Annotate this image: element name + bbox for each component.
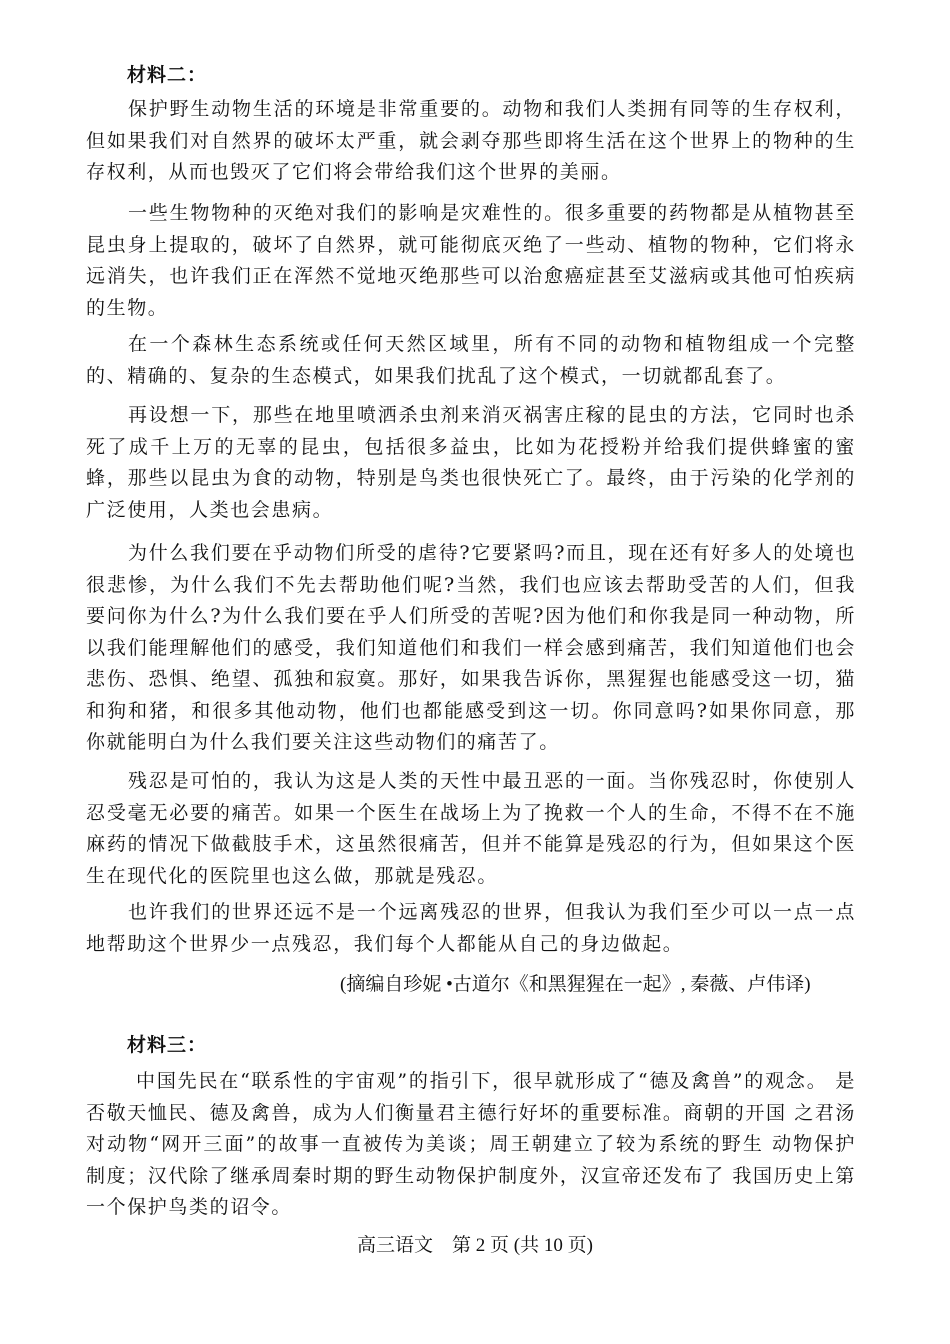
material2-paragraph-1: 保护野生动物生活的环境是非常重要的。动物和我们人类拥有同等的生存权利，但如果我们对自然界的破坏太严重，就会剥夺那些即将生活在这个世界上的物种的生存权利，从而也毁灭了它们将会带给我们这个世界的美丽。 (86, 98, 856, 183)
material2-paragraph-2: 一些生物物种的灭绝对我们的影响是灾难性的。很多重要的药物都是从植物甚至昆虫身上提取的，破坏了自然界，就可能彻底灭绝了一些动、植物的物种，它们将永远消失，也许我们正在浑然不觉地灭绝那些可以治愈癌症甚至艾滋病或其他可怕疾病的生物。 (86, 202, 856, 319)
material2-heading: 材料二： (127, 64, 208, 86)
material2-paragraph-4: 再设想一下，那些在地里喷洒杀虫剂来消灭祸害庄稼的昆虫的方法，它同时也杀死了成千上万的无辜的昆虫，包括很多益虫，比如为花授粉并给我们提供蜂蜜的蜜蜂，那些以昆虫为食的动物，特别是鸟类也很快死亡了。最终，由于污染的化学剂的广泛使用，人类也会患病。 (86, 404, 856, 521)
material3-heading: 材料三： (127, 1034, 208, 1056)
material2-paragraph-3: 在一个森林生态系统或任何天然区域里，所有不同的动物和植物组成一个完整的、精确的、复杂的生态模式，如果我们扰乱了这个模式，一切就都乱套了。 (86, 333, 856, 387)
material2-source-citation: (摘编自珍妮 •古道尔《和黑猩猩在一起》, 秦薇、卢伟译) (340, 974, 811, 995)
page-footer: 高三语文 第 2 页 (共 10 页) (357, 1235, 593, 1256)
material2-paragraph-5: 为什么我们要在乎动物们所受的虐待?它要紧吗?而且，现在还有好多人的处境也很悲惨，为什么我们不先去帮助他们呢?当然，我们也应该去帮助受苦的人们，但我要问你为什么?为什么我们要在乎人们所受的苦呢?因为他们和你我是同一种动物，所以我们能理解他们的感受，我们知道他们和我们一样会感到痛苦，我们知道他们也会悲伤、恐惧、绝望、孤独和寂寞。那好，如果我告诉你，黑猩猩也能感受这一切，猫和狗和猪，和很多其他动物，他们也都能感受到这一切。你同意吗?如果你同意，那你就能明白为什么我们要关注这些动物们的痛苦了。 (86, 542, 856, 753)
material3-paragraph: 中国先民在“联系性的宇宙观”的指引下，很早就形成了“德及禽兽”的观念。 是否敬天恤民、德及禽兽，成为人们衡量君主德行好坏的重要标准。商朝的开国 之君汤对动物“网开三面”的故事一直被传为美谈；周王朝建立了较为系统的野生 动物保护制度；汉代除了继承周秦时期的野生动物保护制度外，汉宣帝还发布了 我国历史上第一个保护鸟类的诏令。 (86, 1070, 856, 1218)
material2-paragraph-7: 也许我们的世界还远不是一个远离残忍的世界，但我认为我们至少可以一点一点地帮助这个世界少一点残忍，我们每个人都能从自己的身边做起。 (86, 901, 856, 955)
material2-paragraph-6: 残忍是可怕的，我认为这是人类的天性中最丑恶的一面。当你残忍时，你使别人忍受毫无必要的痛苦。如果一个医生在战场上为了挽救一个人的生命，不得不在不施麻药的情况下做截肢手术，这虽然很痛苦，但并不能算是残忍的行为，但如果这个医生在现代化的医院里也这么做，那就是残忍。 (86, 770, 856, 887)
